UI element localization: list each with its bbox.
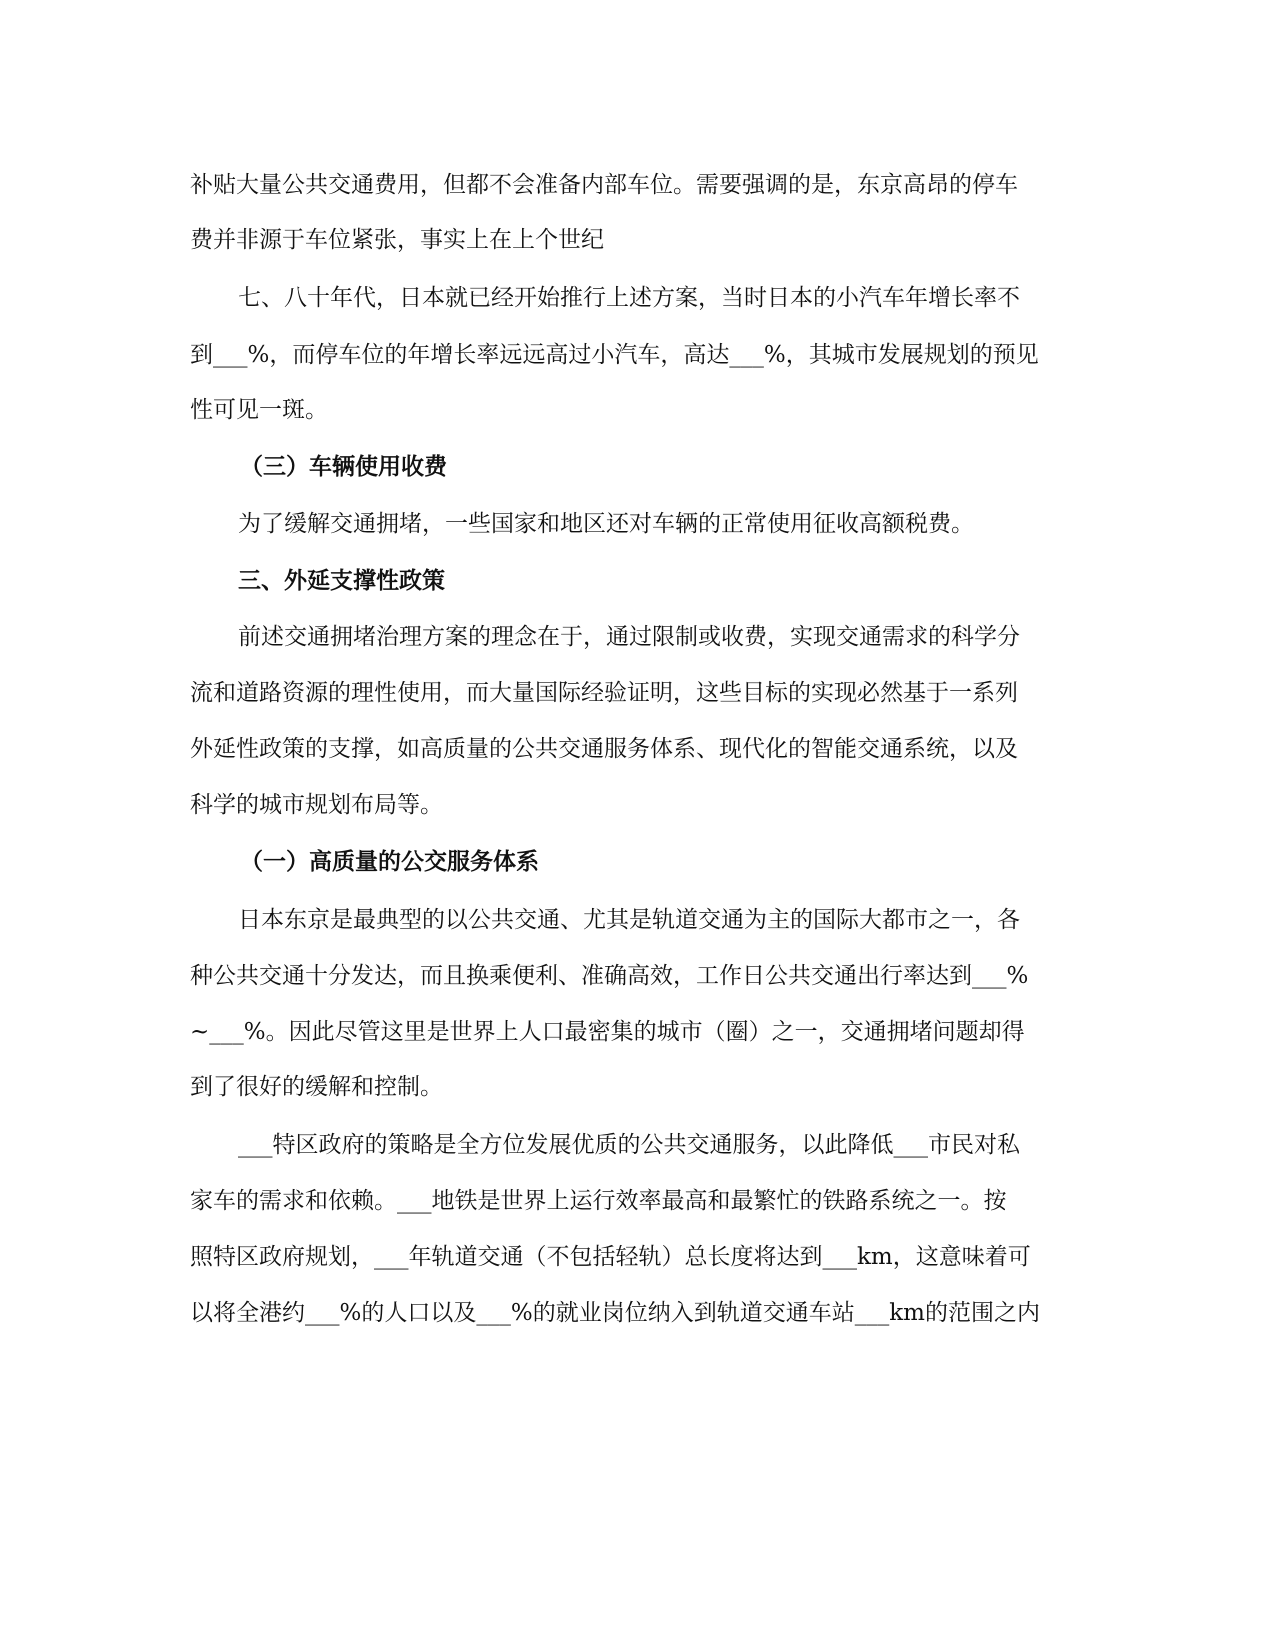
section-heading-main: 三、外延支撑性政策 [238, 567, 445, 594]
body-text-line: 家车的需求和依赖。___地铁是世界上运行效率最高和最繁忙的铁路系统之一。按 [190, 1188, 1007, 1214]
body-text-line: 性可见一斑。 [190, 397, 328, 423]
body-text-line: 种公共交通十分发达，而且换乘便利、准确高效，工作日公共交通出行率达到___% [190, 963, 1029, 989]
body-text-line: 外延性政策的支撑，如高质量的公共交通服务体系、现代化的智能交通系统，以及 [190, 736, 1018, 762]
section-heading-3: （三）车辆使用收费 [240, 453, 447, 480]
section-heading-1: （一）高质量的公交服务体系 [240, 848, 539, 875]
paragraph-start-line: 日本东京是最典型的以公共交通、尤其是轨道交通为主的国际大都市之一，各 [238, 907, 1020, 933]
body-text-line: 费并非源于车位紧张，事实上在上个世纪 [190, 227, 604, 253]
body-text-line: 照特区政府规划，___年轨道交通（不包括轻轨）总长度将达到___km，这意味着可 [190, 1244, 1031, 1270]
body-text-line: 流和道路资源的理性使用，而大量国际经验证明，这些目标的实现必然基于一系列 [190, 680, 1018, 706]
paragraph-start-line: 为了缓解交通拥堵，一些国家和地区还对车辆的正常使用征收高额税费。 [238, 511, 974, 537]
body-text-line: 到了很好的缓解和控制。 [190, 1074, 443, 1100]
body-text-line: 补贴大量公共交通费用，但都不会准备内部车位。需要强调的是，东京高昂的停车 [190, 172, 1018, 198]
body-text-line: 科学的城市规划布局等。 [190, 792, 443, 818]
body-text-line: 以将全港约___%的人口以及___%的就业岗位纳入到轨道交通车站___km的范围之内 [190, 1300, 1040, 1326]
paragraph-start-line: ___特区政府的策略是全方位发展优质的公共交通服务，以此降低___市民对私 [238, 1132, 1020, 1158]
paragraph-start-line: 七、八十年代，日本就已经开始推行上述方案，当时日本的小汽车年增长率不 [238, 285, 1020, 311]
body-text-line: ~___%。因此尽管这里是世界上人口最密集的城市（圈）之一，交通拥堵问题却得 [190, 1019, 1025, 1045]
paragraph-start-line: 前述交通拥堵治理方案的理念在于，通过限制或收费，实现交通需求的科学分 [238, 624, 1020, 650]
body-text-line: 到___%，而停车位的年增长率远远高过小汽车，高达___%，其城市发展规划的预见 [190, 342, 1039, 368]
